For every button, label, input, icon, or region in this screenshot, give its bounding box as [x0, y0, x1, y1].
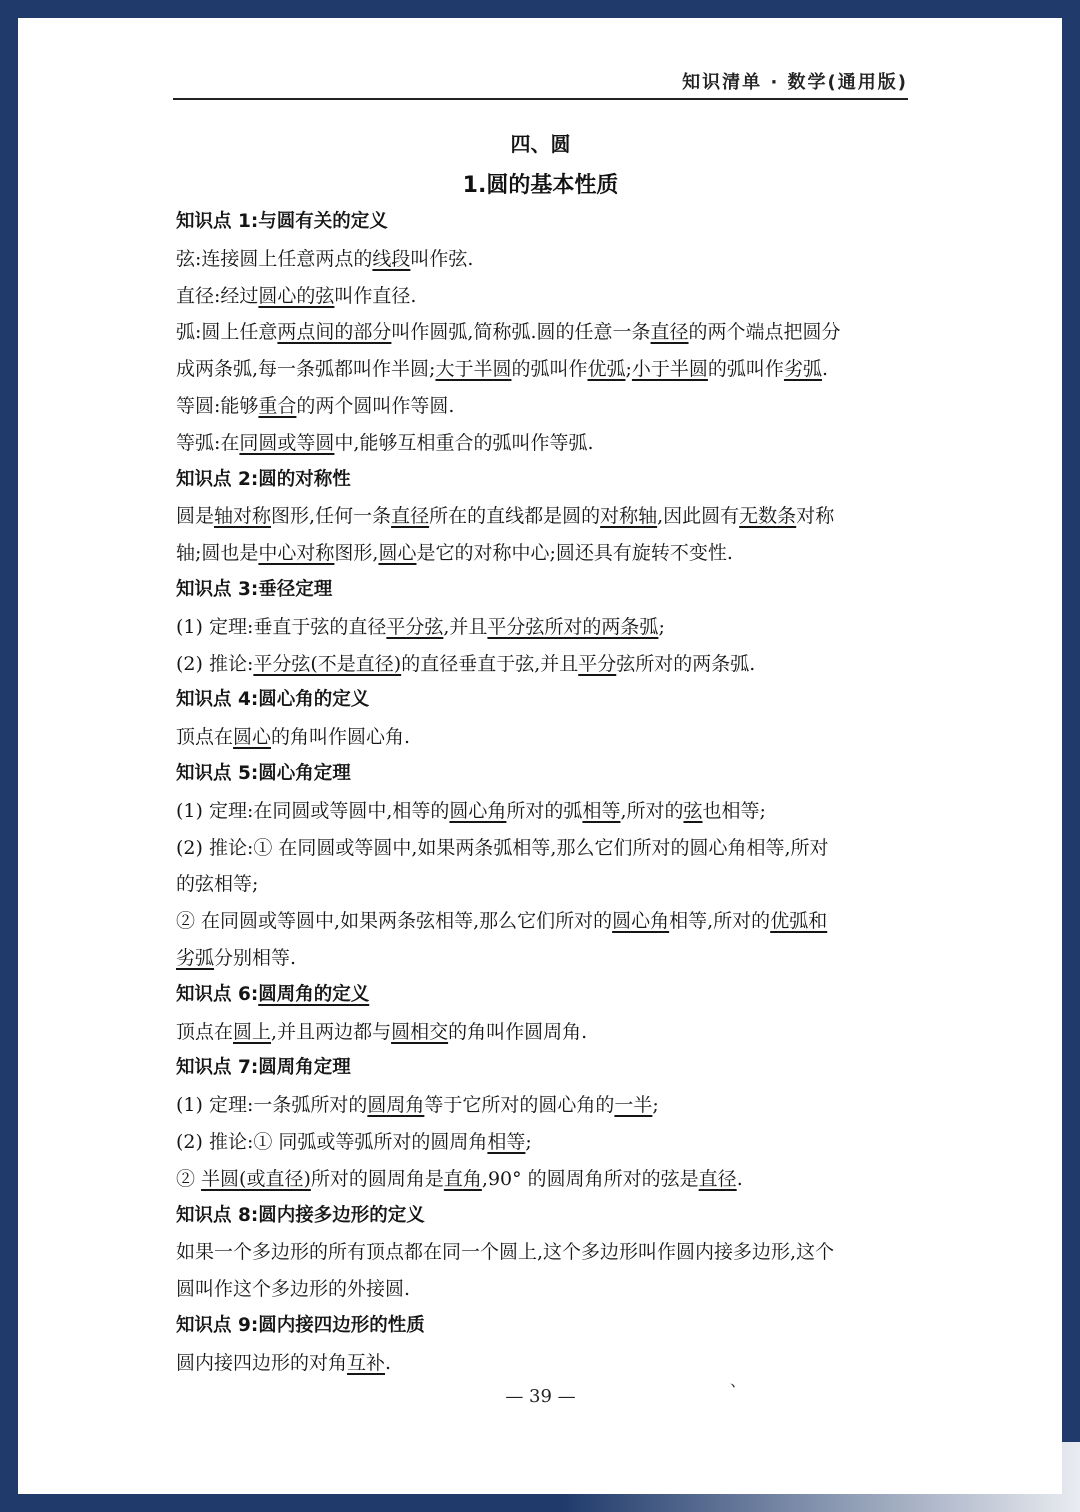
text-segment: 的弦相等; [176, 873, 259, 896]
text-segment: 知识点 8:圆内接多边形的定义 [176, 1204, 425, 1226]
text-segment: ,并且 [443, 615, 488, 638]
text-segment: (2) 推论: [176, 652, 254, 675]
text-segment: ,所对的 [620, 799, 684, 822]
text-segment: . [821, 358, 828, 381]
text-segment: 等于它所对的圆心角的 [424, 1094, 615, 1117]
text-line [176, 314, 911, 351]
text-line [176, 278, 911, 315]
stray-mark: 、 [730, 1371, 747, 1390]
text-segment: 的弧叫作 [707, 358, 784, 381]
text-line [176, 1124, 911, 1161]
content-body [176, 204, 911, 1382]
underlined-term: 平分弦(不是直径) [253, 652, 402, 675]
text-segment: ② 在同圆或等圆中,如果两条弦相等,那么它们所对的 [176, 910, 613, 933]
underlined-term: 对称轴 [600, 505, 658, 528]
text-segment: 所在的直线都是圆的 [429, 505, 601, 528]
knowledge-point-heading [176, 462, 911, 499]
text-segment: 叫作弦. [410, 247, 474, 270]
section-title: 四、圆 [510, 132, 571, 156]
text-segment: (2) 推论:① 在同圆或等圆中,如果两条弧相等,那么它们所对的圆心角相等,所对 [176, 836, 829, 859]
text-segment: ; [525, 1130, 532, 1153]
text-segment: 等圆:能够 [176, 394, 259, 417]
text-line [176, 498, 911, 535]
underlined-term: 圆心 [378, 542, 417, 565]
text-line [176, 719, 911, 756]
text-segment: 的角叫作圆心角. [271, 726, 411, 749]
text-segment: 等弧:在 [176, 431, 240, 454]
knowledge-point-heading [176, 572, 911, 609]
running-header: 知识清单 · 数学(通用版) [682, 72, 908, 93]
underlined-term: 无数条 [739, 505, 797, 528]
underlined-term: 优弧和 [770, 910, 828, 933]
underlined-term: 两点间的部分 [277, 321, 392, 344]
text-segment: 弦所对的两条弧. [616, 652, 756, 675]
text-line [176, 830, 911, 867]
text-line [176, 866, 911, 903]
text-segment: 弦:连接圆上任意两点的 [176, 247, 373, 270]
text-segment: 的两个圆叫作等圆. [296, 394, 455, 417]
underlined-term: 优弧 [587, 358, 626, 381]
text-segment: 的角叫作圆周角. [448, 1020, 588, 1043]
underlined-term: 小于半圆 [631, 358, 708, 381]
underlined-term: 中心对称 [258, 542, 335, 565]
underlined-term: 圆心的弦 [258, 284, 335, 307]
text-line [176, 793, 911, 830]
text-segment: ,90° 的圆周角所对的弦是 [481, 1167, 699, 1190]
text-line [176, 903, 911, 940]
underlined-term: 重合 [258, 394, 297, 417]
text-line [176, 425, 911, 462]
text-segment: 所对的圆周角是 [310, 1167, 444, 1190]
text-segment: 相等,所对的 [669, 910, 771, 933]
text-segment: 圆叫作这个多边形的外接圆. [176, 1278, 411, 1301]
underlined-term: 弦 [683, 799, 703, 822]
text-segment: 对称 [796, 505, 835, 528]
text-segment: (2) 推论:① 同弧或等弧所对的圆周角 [176, 1130, 488, 1153]
document-page [18, 18, 1062, 1494]
text-segment: (1) 定理:一条弧所对的 [176, 1094, 368, 1117]
text-segment: ; [625, 358, 632, 381]
underlined-term: 圆心 [233, 726, 272, 749]
text-segment: 弧:圆上任意 [176, 321, 278, 344]
text-line [176, 388, 911, 425]
knowledge-point-heading [176, 682, 911, 719]
text-segment: (1) 定理:在同圆或等圆中,相等的 [176, 799, 450, 822]
text-line [176, 646, 911, 683]
text-segment: ,并且两边都与 [271, 1020, 392, 1043]
underlined-term: 平分弦 [386, 615, 444, 638]
text-line [176, 1161, 911, 1198]
text-segment: 图形,任何一条 [271, 505, 392, 528]
knowledge-point-heading [176, 977, 911, 1014]
underlined-term: 劣弧 [783, 358, 822, 381]
page-number: — 39 — [505, 1386, 576, 1407]
text-segment: ; [658, 615, 665, 638]
underlined-term: 相等 [582, 799, 621, 822]
text-line [176, 1271, 911, 1308]
underlined-term: 圆周角 [367, 1094, 425, 1117]
knowledge-point-heading [176, 1050, 911, 1087]
underlined-term: 直径 [650, 321, 689, 344]
text-segment: 是它的对称中心;圆还具有旋转不变性. [416, 542, 733, 565]
knowledge-point-heading [176, 756, 911, 793]
underlined-term: 直径 [698, 1167, 737, 1190]
text-line [176, 241, 911, 278]
text-line [176, 1014, 911, 1051]
underlined-term: 大于半圆 [435, 358, 512, 381]
underlined-term: 直径 [391, 505, 430, 528]
underlined-term: 平分 [578, 652, 617, 675]
text-segment: 知识点 6: [176, 983, 259, 1005]
text-segment: 知识点 3:垂径定理 [176, 578, 333, 600]
text-segment: 叫作直径. [334, 284, 417, 307]
text-segment: 圆内接四边形的对角 [176, 1351, 348, 1374]
underlined-term: 圆相交 [391, 1020, 449, 1043]
underlined-term: 圆心角 [449, 799, 507, 822]
text-segment: 圆是 [176, 505, 215, 528]
text-segment: 的弧叫作 [511, 358, 588, 381]
text-segment: 图形, [334, 542, 379, 565]
text-line [176, 1345, 911, 1382]
text-line [176, 351, 911, 388]
text-segment: . [385, 1351, 392, 1374]
underlined-term: 圆心角 [612, 910, 670, 933]
text-line [176, 1087, 911, 1124]
text-segment: 中,能够互相重合的弧叫作等弧. [334, 431, 594, 454]
text-segment: 也相等; [702, 799, 766, 822]
underlined-term: 轴对称 [214, 505, 272, 528]
underlined-term: 互补 [347, 1351, 386, 1374]
underlined-term: 劣弧 [176, 946, 215, 969]
text-segment: . [736, 1167, 743, 1190]
knowledge-point-heading [176, 1198, 911, 1235]
underlined-term: 半圆(或直径) [201, 1167, 311, 1190]
underlined-term: 相等 [487, 1130, 526, 1153]
underlined-term: 线段 [372, 247, 411, 270]
underlined-term: 平分弦所对的两条弧 [487, 615, 659, 638]
underlined-term: 同圆或等圆 [239, 431, 335, 454]
text-segment: (1) 定理:垂直于弦的直径 [176, 615, 387, 638]
underlined-term: 圆上 [233, 1020, 272, 1043]
text-segment: 分别相等. [214, 946, 297, 969]
text-segment: 的两个端点把圆分 [688, 321, 841, 344]
text-line [176, 535, 911, 572]
text-segment: 成两条弧,每一条弧都叫作半圆; [176, 358, 436, 381]
text-segment: ,因此圆有 [657, 505, 740, 528]
text-segment: 直径:经过 [176, 284, 259, 307]
subsection-title: 1.圆的基本性质 [462, 173, 619, 198]
text-segment: 知识点 4:圆心角的定义 [176, 689, 370, 711]
text-segment: 知识点 2:圆的对称性 [176, 468, 351, 490]
text-line [176, 940, 911, 977]
text-segment: 知识点 9:圆内接四边形的性质 [176, 1314, 425, 1336]
text-line [176, 609, 911, 646]
header-rule [173, 98, 908, 100]
underlined-term: 一半 [614, 1094, 653, 1117]
text-segment: 顶点在 [176, 1020, 234, 1043]
text-segment: 知识点 7:圆周角定理 [176, 1057, 351, 1079]
text-segment: 所对的弧 [506, 799, 583, 822]
text-segment: 知识点 1:与圆有关的定义 [176, 211, 388, 232]
text-segment: 如果一个多边形的所有顶点都在同一个圆上,这个多边形叫作圆内接多边形,这个 [176, 1241, 835, 1264]
text-segment: ; [652, 1094, 659, 1117]
text-segment: ② [176, 1167, 202, 1190]
text-segment: 知识点 5:圆心角定理 [176, 762, 351, 784]
text-line [176, 1234, 911, 1271]
knowledge-point-heading [176, 1308, 911, 1345]
text-segment: 顶点在 [176, 726, 234, 749]
underlined-term: 圆周角的定义 [258, 983, 370, 1005]
knowledge-point-heading [176, 204, 911, 241]
text-segment: 叫作圆弧,简称弧.圆的任意一条 [391, 321, 651, 344]
underlined-term: 直角 [443, 1167, 482, 1190]
text-segment: 轴;圆也是 [176, 542, 259, 565]
text-segment: 的直径垂直于弦,并且 [401, 652, 579, 675]
